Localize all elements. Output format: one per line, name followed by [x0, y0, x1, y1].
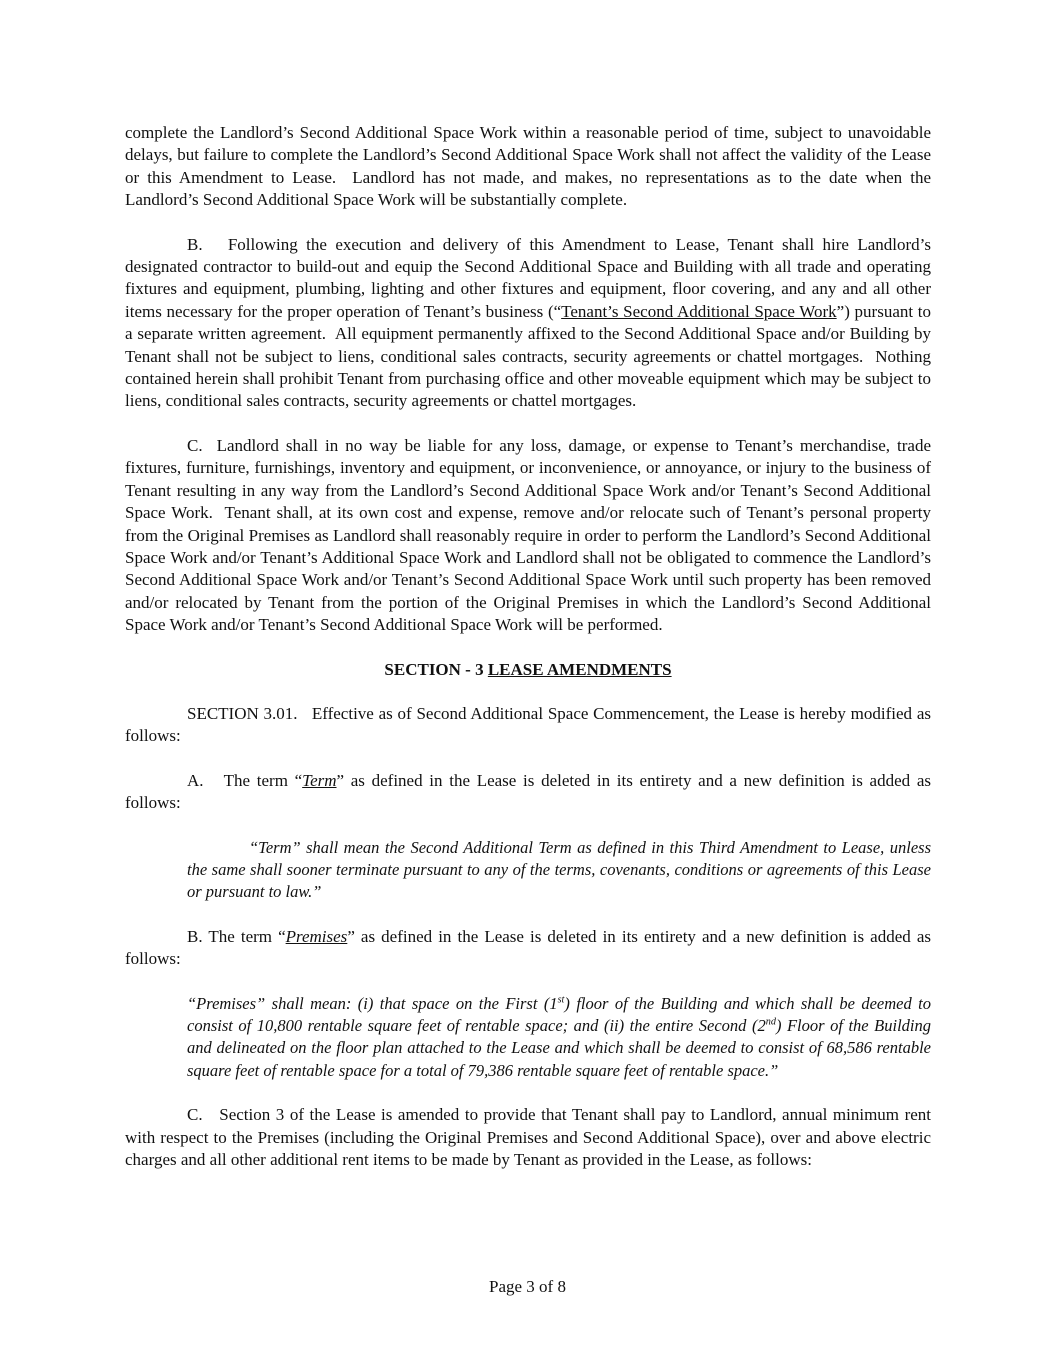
paragraph-item-c-rent: C. Section 3 of the Lease is amended to provide that Tenant shall pay to Landlord, annual minimum rent with respect to the Premises (including the Original Premises and Second Additional Space), over and above electric charges and all other additional rent items to be made by Tenant as provided in the Lease, as follows: [125, 1105, 931, 1170]
blockquote-premises-definition: “Premises” shall mean: (i) that space on the First (1st) floor of the Building and which shall be deemed to consist of 10,800 rentable square feet of rentable space; and (ii) the entire Second (2nd) Floor of the Building and delineated on the floor plan attached to the Lease and which shall be deemed to consist of 68,586 rentable square feet of rentable space for a total of 79,386 rentable square feet of rentable space.” [187, 993, 932, 1080]
blockquote-term-definition: “Term” shall mean the Second Additional Term as defined in this Third Amendment to Lease, unless the same shall sooner terminate pursuant to any of the terms, covenants, conditions or agreements of this Lease or pursuant to law.” [187, 837, 931, 902]
paragraph-item-c-liability: C. Landlord shall in no way be liable for any loss, damage, or expense to Tenant’s merchandise, trade fixtures, furniture, furnishings, inventory and equipment, or inconvenience, or annoyance, or injury to the business of Tenant resulting in any way from the Landlord’s Second Additional Space Work and/or Tenant’s Second Additional Space Work. Tenant shall, at its own cost and expense, remove and/or relocate such of Tenant’s personal property from the Original Premises as Landlord shall reasonably require in order to perform the Landlord’s Second Additional Space Work and/or Tenant’s Additional Space Work and Landlord shall not be obligated to commence the Landlord’s Second Additional Space Work and/or Tenant’s Second Additional Space Work until such property has been removed and/or relocated by Tenant from the portion of the Original Premises in which the Landlord’s Second Additional Space Work and/or Tenant’s Second Additional Space Work will be performed. [125, 435, 931, 635]
paragraph-item-b-premises: B. The term “Premises” as defined in the Lease is deleted in its entirety and a new definition is added as follows: [125, 926, 931, 969]
paragraph-section-301: SECTION 3.01. Effective as of Second Additional Space Commencement, the Lease is hereby modified as follows: [125, 703, 931, 746]
paragraph-continuation: complete the Landlord’s Second Additional Space Work within a reasonable period of time, subject to unavoidable delays, but failure to complete the Landlord’s Second Additional Space Work shall not affect the validity of the Lease or this Amendment to Lease. Landlord has not made, and makes, no representations as to the date when the Landlord’s Second Additional Space Work will be substantially complete. [125, 123, 931, 210]
document-content [125, 122, 931, 1193]
paragraph-item-b-work: B. Following the execution and delivery of this Amendment to Lease, Tenant shall hire Landlord’s designated contractor to build-out and equip the Second Additional Space and Building with all trade and operating fixtures and equipment, plumbing, lighting and other fixtures and equipment, floor covering, and any and all other items necessary for the proper operation of Tenant’s business (“Tenant’s Second Additional Space Work”) pursuant to a separate written agreement. All equipment permanently affixed to the Second Additional Space and/or Building by Tenant shall not be subject to liens, conditional sales contracts, security agreements or chattel mortgages. Nothing contained herein shall prohibit Tenant from purchasing office and other moveable equipment which may be subject to liens, conditional sales contracts, security agreements or chattel mortgages. [125, 234, 931, 411]
page-number: Page 3 of 8 [489, 1277, 566, 1296]
section-3-heading: SECTION - 3 LEASE AMENDMENTS [384, 659, 672, 679]
paragraph-item-a-term: A. The term “Term” as defined in the Lease is deleted in its entirety and a new definition is added as follows: [125, 770, 931, 813]
